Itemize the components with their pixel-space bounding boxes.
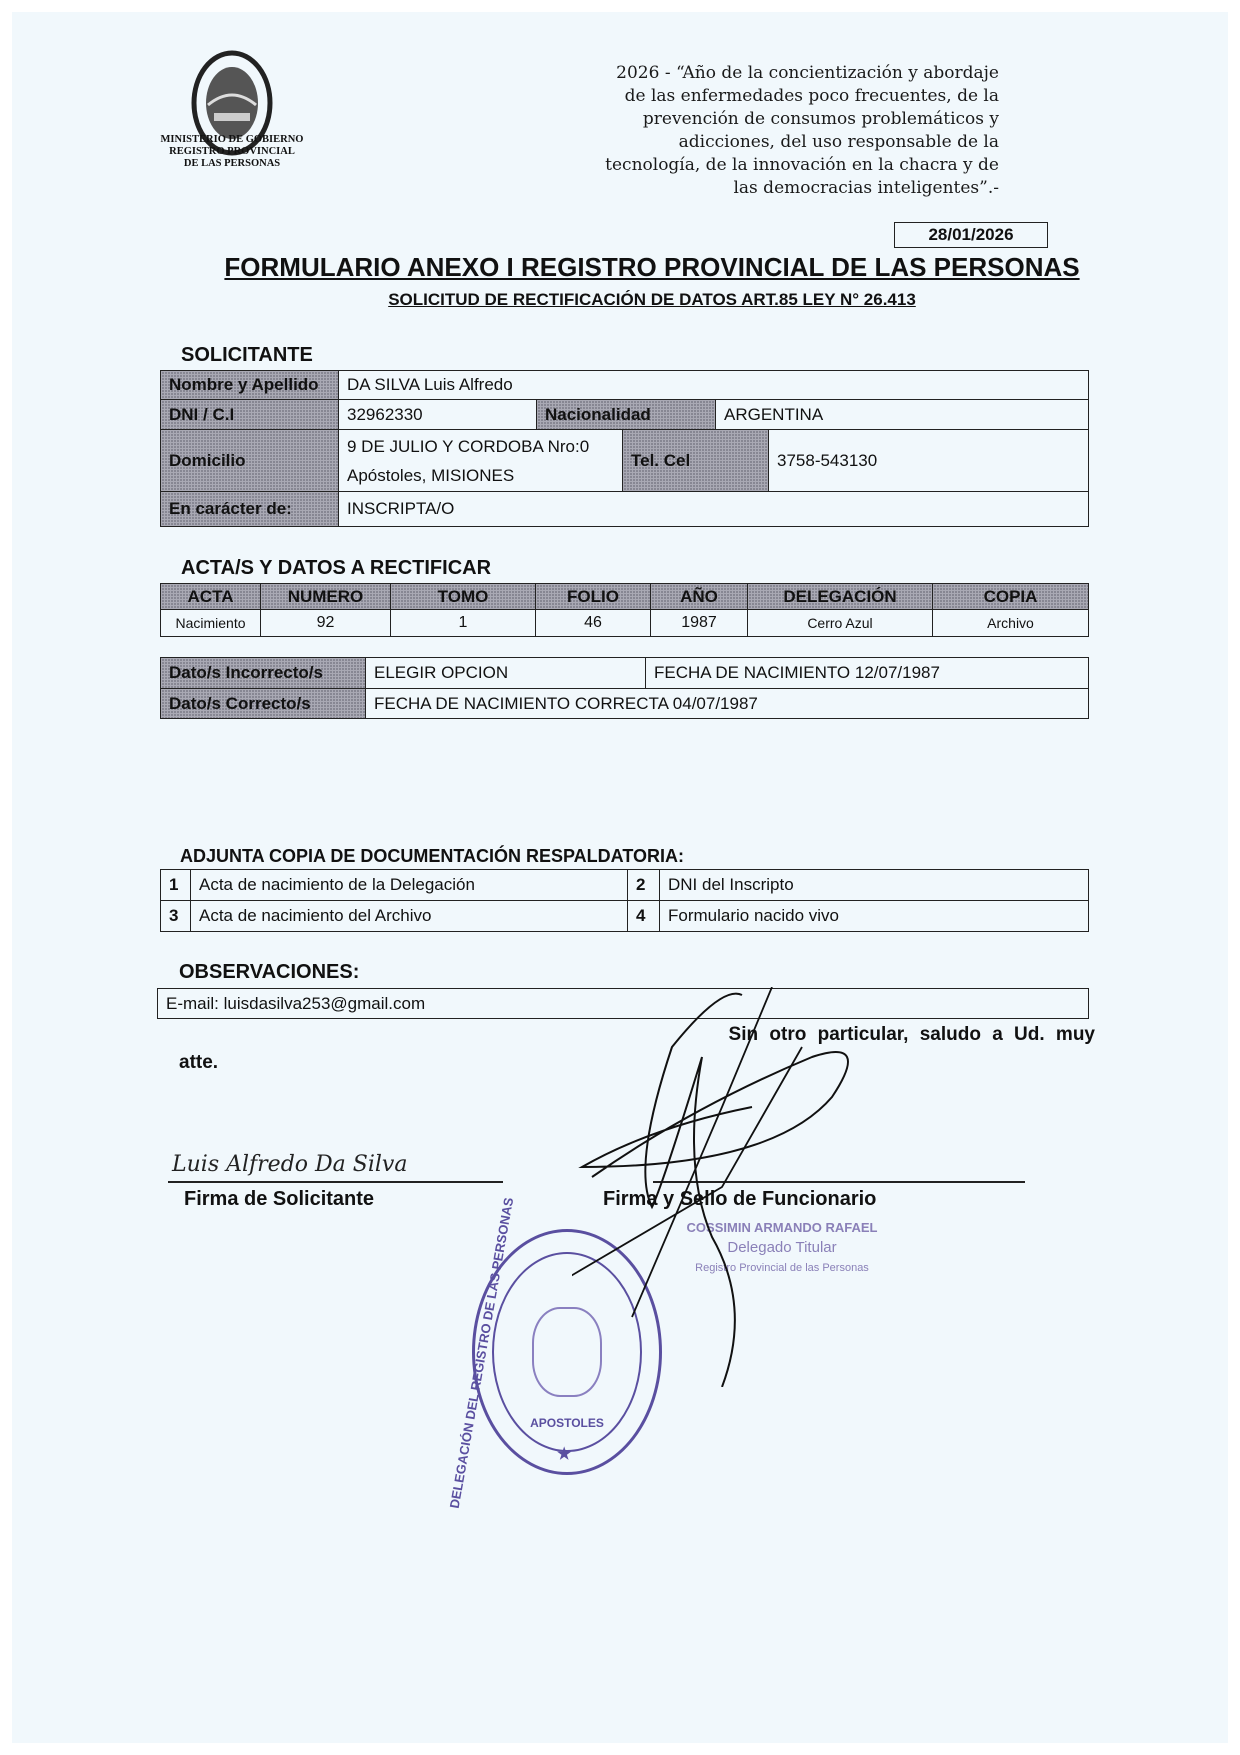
motto-line: tecnología, de la innovación en la chacra y de <box>605 155 999 175</box>
motto-line: de las enfermedades poco frecuentes, de la <box>624 86 999 106</box>
solicitante-signature-line <box>168 1181 503 1183</box>
dni-field[interactable]: 32962330 <box>339 400 537 430</box>
solicitante-signature-label: Firma de Solicitante <box>184 1188 375 1210</box>
ministry-label <box>132 134 332 170</box>
name-label: Nombre y Apellido <box>161 371 339 400</box>
caracter-field[interactable]: INSCRIPTA/O <box>339 492 1089 527</box>
observaciones-heading: OBSERVACIONES: <box>179 961 360 983</box>
document-page <box>12 12 1228 1743</box>
domicilio-field[interactable] <box>339 430 623 492</box>
col-folio: FOLIO <box>536 584 651 610</box>
correct-value[interactable]: FECHA DE NACIMIENTO CORRECTA 04/07/1987 <box>366 689 1089 719</box>
datos-table <box>160 657 1089 719</box>
caracter-label: En carácter de: <box>161 492 339 527</box>
year-motto <box>605 62 999 200</box>
closing-atte: atte. <box>179 1052 219 1073</box>
cell-numero[interactable]: 92 <box>261 610 391 637</box>
motto-line: prevención de consumos problemáticos y <box>642 109 999 129</box>
form-subtitle: SOLICITUD DE RECTIFICACIÓN DE DATOS ART.85 LEY N° 26.413 <box>388 290 916 309</box>
date-box: 28/01/2026 <box>894 222 1048 248</box>
col-anio: AÑO <box>651 584 748 610</box>
stamp-city: APOSTOLES <box>530 1416 604 1430</box>
domicilio-label: Domicilio <box>161 430 339 492</box>
stamp-line: Delegado Titular <box>727 1239 837 1256</box>
ministry-line: REGISTRO PROVINCIAL <box>169 146 295 157</box>
ministry-line: DE LAS PERSONAS <box>183 158 281 169</box>
col-delegacion: DELEGACIÓN <box>748 584 933 610</box>
col-numero: NUMERO <box>261 584 391 610</box>
item-text[interactable]: Formulario nacido vivo <box>660 901 1089 932</box>
motto-line: 2026 - “Año de la concientización y abordaje <box>616 63 999 83</box>
funcionario-signature-label: Firma y Sello de Funcionario <box>603 1188 877 1210</box>
cell-anio[interactable]: 1987 <box>651 610 748 637</box>
item-number: 1 <box>161 870 191 901</box>
motto-line: adicciones, del uso responsable de la <box>678 132 999 152</box>
correct-label: Dato/s Correcto/s <box>161 689 366 719</box>
domicilio-line: Apóstoles, MISIONES <box>347 465 515 485</box>
adjunta-table <box>160 869 1089 932</box>
ministry-line: MINISTERIO DE GOBIERNO <box>160 134 304 145</box>
col-tomo: TOMO <box>391 584 536 610</box>
tel-field[interactable]: 3758-543130 <box>769 430 1089 492</box>
item-number: 3 <box>161 901 191 932</box>
closing-line: Sin otro particular, saludo a Ud. muy <box>728 1024 1095 1045</box>
name-field[interactable]: DA SILVA Luis Alfredo <box>339 371 1089 400</box>
tel-label: Tel. Cel <box>623 430 769 492</box>
stamp-line: Registro Provincial de las Personas <box>695 1262 869 1274</box>
cell-copia[interactable]: Archivo <box>933 610 1089 637</box>
incorrect-label: Dato/s Incorrecto/s <box>161 658 366 689</box>
nacionalidad-field[interactable]: ARGENTINA <box>716 400 1089 430</box>
solicitante-table <box>160 370 1089 527</box>
item-number: 4 <box>628 901 660 932</box>
cell-tomo[interactable]: 1 <box>391 610 536 637</box>
domicilio-line: 9 DE JULIO Y CORDOBA Nro:0 <box>347 436 590 456</box>
col-acta: ACTA <box>161 584 261 610</box>
form-title: FORMULARIO ANEXO I REGISTRO PROVINCIAL DE LAS PERSONAS <box>224 252 1080 282</box>
item-number: 2 <box>628 870 660 901</box>
col-copia: COPIA <box>933 584 1089 610</box>
adjunta-heading: ADJUNTA COPIA DE DOCUMENTACIÓN RESPALDATORIA: <box>180 846 684 866</box>
actas-heading: ACTA/S Y DATOS A RECTIFICAR <box>181 557 492 579</box>
item-text[interactable]: Acta de nacimiento de la Delegación <box>191 870 628 901</box>
solicitante-heading: SOLICITANTE <box>181 344 313 366</box>
stamp-text: DELEGACIÓN DEL REGISTRO DE LAS PERSONAS <box>446 1196 517 1510</box>
actas-table <box>160 583 1089 637</box>
solicitante-signature: Luis Alfredo Da Silva <box>172 1152 408 1177</box>
motto-line: las democracias inteligentes”.- <box>733 178 999 198</box>
cell-acta[interactable]: Nacimiento <box>161 610 261 637</box>
incorrect-value[interactable]: FECHA DE NACIMIENTO 12/07/1987 <box>646 658 1089 689</box>
item-text[interactable]: DNI del Inscripto <box>660 870 1089 901</box>
incorrect-option-select[interactable]: ELEGIR OPCION <box>366 658 646 689</box>
stamp-line: COSSIMIN ARMANDO RAFAEL <box>686 1220 878 1235</box>
dni-label: DNI / C.I <box>161 400 339 430</box>
item-text[interactable]: Acta de nacimiento del Archivo <box>191 901 628 932</box>
nacionalidad-label: Nacionalidad <box>537 400 716 430</box>
star-icon: ★ <box>557 1446 572 1463</box>
cell-delegacion[interactable]: Cerro Azul <box>748 610 933 637</box>
funcionario-signature-scribble <box>572 987 952 1387</box>
observaciones-field[interactable]: E-mail: luisdasilva253@gmail.com <box>158 989 1089 1019</box>
cell-folio[interactable]: 46 <box>536 610 651 637</box>
